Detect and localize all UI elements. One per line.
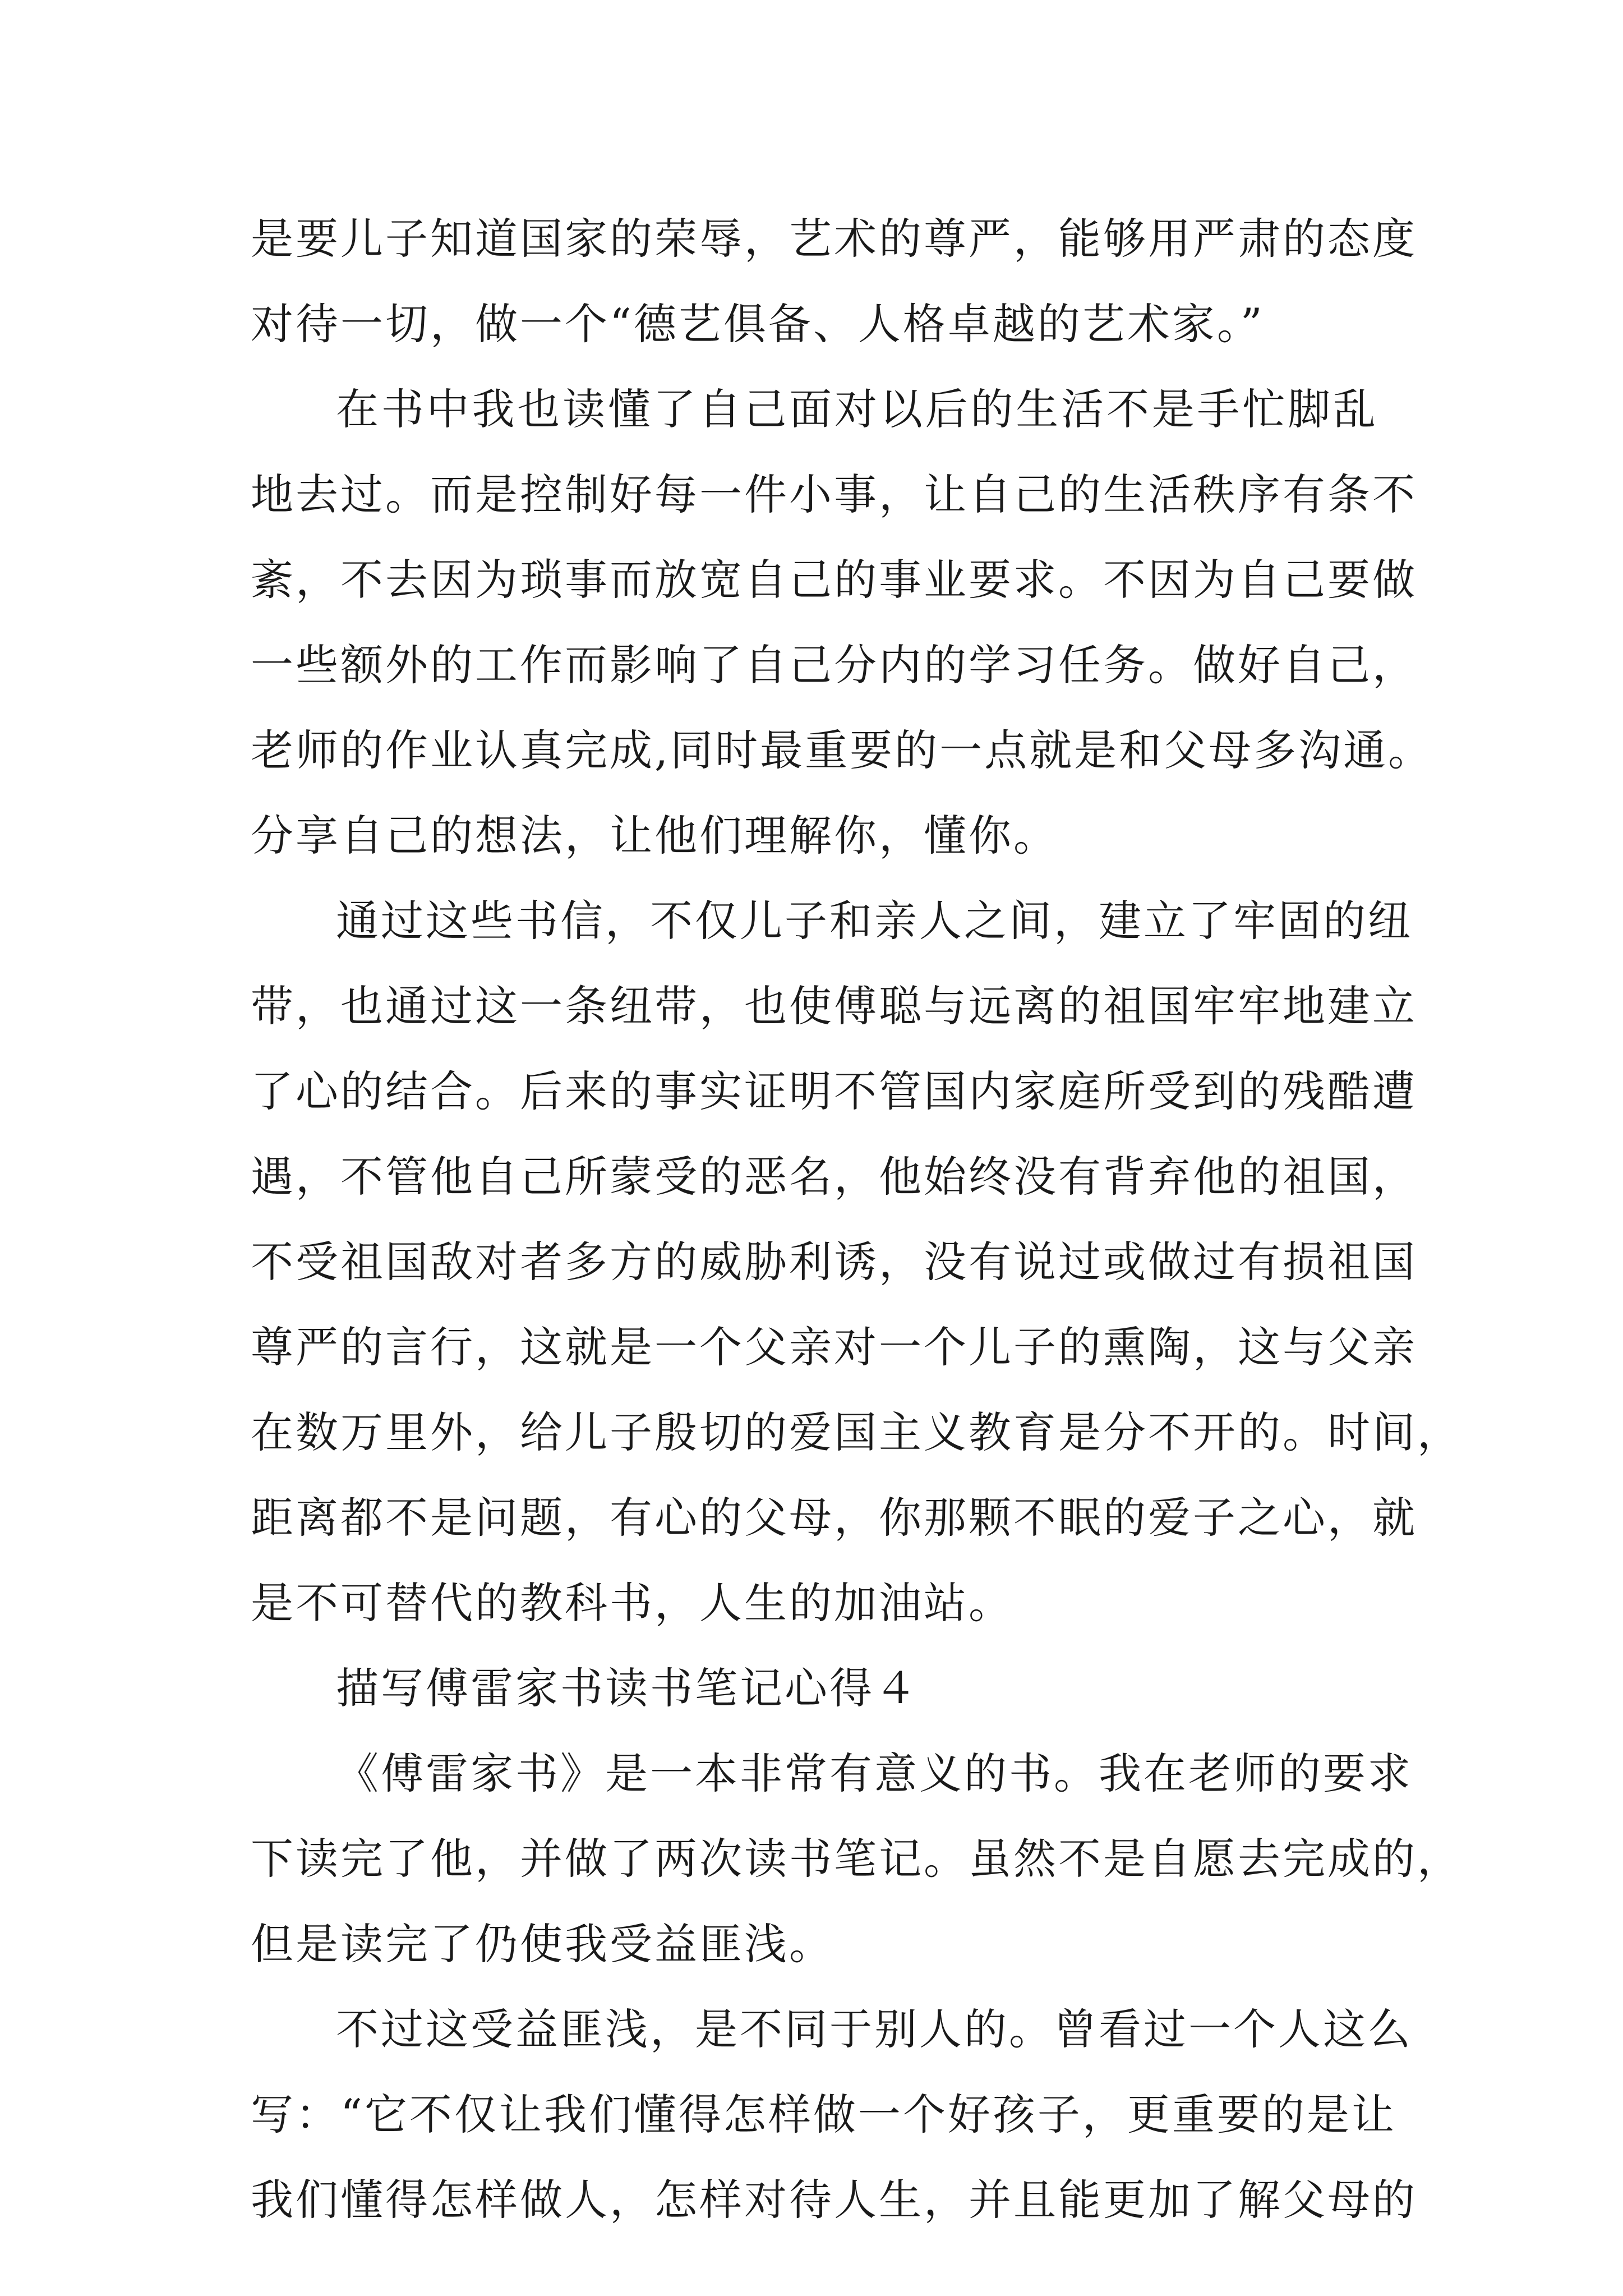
text-line: 老师的作业认真完成,同时最重要的一点就是和父母多沟通。 — [251, 725, 1433, 775]
paragraph-continuation — [251, 196, 1417, 367]
text-line: 遇，不管他自己所蒙受的恶名，他始终没有背弃他的祖国， — [251, 1152, 1417, 1202]
text-line: 下读完了他，并做了两次读书笔记。虽然不是自愿去完成的， — [251, 1834, 1462, 1884]
text-line: 一些额外的工作而影响了自己分内的学习任务。做好自己， — [251, 640, 1417, 690]
text-line: 在书中我也读懂了自己面对以后的生活不是手忙脚乱 — [336, 384, 1378, 434]
text-line: 《傅雷家书》是一本非常有意义的书。我在老师的要求 — [336, 1749, 1413, 1798]
text-line: 紊，不去因为琐事而放宽自己的事业要求。不因为自己要做 — [251, 555, 1417, 605]
text-line: 但是读完了仍使我受益匪浅。 — [251, 1919, 834, 1969]
text-line: 在数万里外，给儿子殷切的爱国主义教育是分不开的。时间， — [251, 1407, 1462, 1457]
section-heading — [251, 1646, 1378, 1731]
text-line: 尊严的言行，这就是一个父亲对一个儿子的熏陶，这与父亲 — [251, 1322, 1417, 1372]
text-line: 对待一切，做一个“德艺俱备、人格卓越的艺术家。” — [251, 299, 1265, 349]
paragraph — [251, 1987, 1417, 2243]
text-line: 不受祖国敌对者多方的威胁利诱，没有说过或做过有损祖国 — [251, 1237, 1417, 1287]
paragraph — [251, 367, 1433, 878]
text-line: 写：“它不仅让我们懂得怎样做一个好孩子，更重要的是让 — [251, 2090, 1396, 2139]
document-body — [251, 196, 1462, 2243]
text-line: 距离都不是问题，有心的父母，你那颗不眠的爱子之心，就 — [251, 1493, 1417, 1543]
text-line: 分享自己的想法，让他们理解你，懂你。 — [251, 811, 1058, 861]
text-line: 通过这些书信，不仅儿子和亲人之间，建立了牢固的纽 — [336, 896, 1413, 946]
heading-text: 描写傅雷家书读书笔记心得４ — [336, 1663, 919, 1713]
text-line: 了心的结合。后来的事实证明不管国内家庭所受到的残酷遭 — [251, 1066, 1417, 1116]
text-line: 地去过。而是控制好每一件小事，让自己的生活秩序有条不 — [251, 470, 1417, 519]
text-line: 是不可替代的教科书，人生的加油站。 — [251, 1578, 1013, 1628]
text-line: 带，也通过这一条纽带，也使傅聪与远离的祖国牢牢地建立 — [251, 981, 1417, 1031]
text-line: 不过这受益匪浅，是不同于别人的。曾看过一个人这么 — [336, 2004, 1413, 2054]
paragraph — [251, 878, 1462, 1646]
paragraph — [251, 1731, 1462, 1987]
text-line: 是要儿子知道国家的荣辱，艺术的尊严，能够用严肃的态度 — [251, 214, 1417, 264]
text-line: 我们懂得怎样做人，怎样对待人生，并且能更加了解父母的 — [251, 2175, 1417, 2225]
